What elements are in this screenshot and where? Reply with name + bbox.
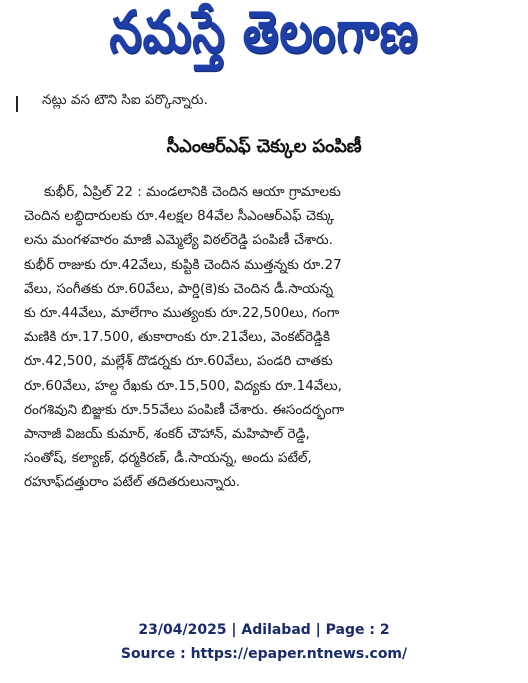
edition-info: 23/04/2025 | Adilabad | Page : 2 <box>138 622 390 638</box>
article-line: కుభీర్ రాజుకు రూ.42వేలు, కుప్టికి చెందిన ముత్తన్నకు రూ.27 <box>24 256 342 273</box>
article-body <box>24 180 512 495</box>
article-headline: సీఎంఆర్ఎఫ్ చెక్కుల పంపిణీ <box>166 136 362 157</box>
news-clipping <box>16 92 512 554</box>
article-line: పానాజీ విజయ్ కుమార్, శంకర్ చౌహాన్, మహిపాల్ రెడ్డి, <box>24 426 310 443</box>
article-line: సంతోష్, కల్యాణ్, ధర్మకిరణ్, డీ.సాయన్న, అందు పటేల్, <box>24 450 312 467</box>
article-line: కు రూ.44వేలు, మాలేగాం ముత్యంకు రూ.22,500లు, గంగా <box>24 305 340 322</box>
previous-article-tail: నట్లు వస టౌని సిఐ పర్కొన్నారు. <box>42 92 208 108</box>
masthead-title: నమస్తే తెలంగాణ <box>109 0 419 66</box>
source-link[interactable]: Source : https://epaper.ntnews.com/ <box>120 646 408 662</box>
article-line: చెందిన లబ్ధిదారులకు రూ.4లక్షల 84వేల సీఎంఆర్ఎఫ్ చెక్కు <box>24 208 335 225</box>
clipping-footer <box>0 618 528 666</box>
column-rule <box>16 96 18 112</box>
article-line: రహూఫ్‌దత్తురాం పటేల్ తదితరులున్నారు. <box>24 474 241 491</box>
article-line: కుభీర్, ఏప్రిల్ 22 : మండలానికి చెందిన ఆయా గ్రామాలకు <box>44 184 341 200</box>
article-line: వేలు, సంగీతకు రూ.60వేలు, పార్డి(కె)కు చెందిన డీ.సాయన్న <box>24 280 334 297</box>
newspaper-masthead <box>0 0 528 78</box>
article-line: లను మంగళవారం మాజీ ఎమ్మెల్యే విఠల్‌రెడ్డి పంపిణీ చేశారు. <box>24 232 333 249</box>
article-line: రంగశివుని బిజ్జుకు రూ.55వేలు పంపిణీ చేశారు. ఈసందర్భంగా <box>24 401 344 418</box>
article-line: రూ.60వేలు, హల్ద రేఖకు రూ.15,500, విద్యకు రూ.14వేలు, <box>24 377 342 394</box>
article-line: మణికి రూ.17.500, తుకారాంకు రూ.21వేలు, వెంకట్‌రెడ్డికి <box>24 329 331 346</box>
article-line: రూ.42,500, మల్లేశ్ దొడర్నకు రూ.60వేలు, పండరి చాతకు <box>24 353 333 370</box>
